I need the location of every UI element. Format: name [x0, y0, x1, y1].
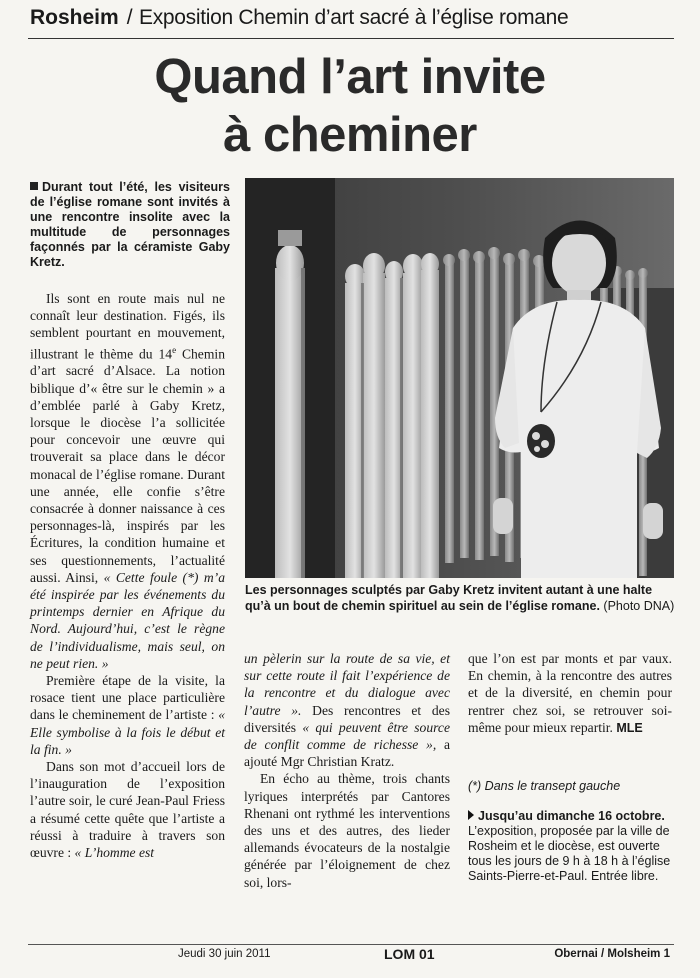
- info-text: L’exposition, proposée par la ville de Rosheim et le diocèse, est ouverte tous les jours de 9 h à 18 h à l’église Saints-Pierre-et-Paul. Entrée libre.: [468, 824, 671, 883]
- paragraph-1: [30, 290, 225, 672]
- ordinal-superscript: e: [172, 344, 177, 355]
- practical-info-box: [468, 809, 672, 884]
- column-2-quote: un pèlerin sur la route de sa vie, et sur cette route il fait l’expérience de la rencontre et du dialogue avec l’autre ».: [244, 651, 450, 718]
- top-rule: [28, 38, 674, 39]
- article-column-1: [30, 290, 225, 861]
- footer-edition: Obernai / Molsheim 1: [554, 948, 670, 960]
- paragraph-2-text: Première étape de la visite, la rosace tient une place particulière dans le cheminement de l’artiste :: [30, 673, 225, 723]
- paragraph-3-text: Dans son mot d’accueil lors de l’inauguration de l’exposition l’autre soir, le curé Jean-Paul Friess a résumé cette quête que l’artiste a réussi à traduire à travers son œuvre :: [30, 759, 225, 861]
- headline: [20, 48, 680, 164]
- footer-date: Jeudi 30 juin 2011: [178, 948, 271, 960]
- triangle-bullet-icon: [468, 810, 474, 820]
- article-column-3: [468, 650, 672, 737]
- paragraph-4: En écho au thème, trois chants lyriques interprétés par Cantores Rhenani ont rythmé les interventions des uns et des autres, des lieder allemands évocateurs de la nostalgie générée par l’éloignement de chez soi, lors-: [244, 771, 450, 890]
- paragraph-4-continued: [468, 650, 672, 737]
- footnote: (*) Dans le transept gauche: [468, 779, 621, 793]
- photo-caption: [245, 582, 675, 614]
- caption-text: Les personnages sculptés par Gaby Kretz invitent autant à une halte qu’à un bout de chemin spirituel au sein de l’église romane.: [245, 583, 653, 613]
- column-2-quote-2: « qui peuvent être source de conflit comme de richesse »,: [244, 719, 450, 753]
- caption-credit: (Photo DNA): [599, 599, 675, 613]
- article-column-2: [244, 650, 450, 891]
- footer-page-code: LOM 01: [384, 946, 435, 962]
- paragraph-1-quote: « Cette foule (*) m’a été inspirée par les événements du printemps dernier en Afrique du Nord. Aujourd’hui, c’est le règne de l’individualisme, mais seul, on ne peut rien. »: [30, 569, 225, 671]
- paragraph-2: [30, 672, 225, 758]
- paragraph-3: [30, 758, 225, 861]
- headline-line-2: à cheminer: [223, 108, 477, 162]
- footer-rule: [28, 944, 674, 945]
- article-lead: [30, 180, 230, 270]
- kicker-separator: /: [126, 6, 133, 29]
- paragraph-1-text-a: Ils sont en route mais nul ne connaît leur destination. Figés, ils semblent pourtant en mouvement, illustrant le thème du 14: [30, 291, 225, 362]
- column-2-text-a: Des rencontres et des diversités: [244, 702, 450, 735]
- section-kicker: [30, 6, 670, 36]
- paragraph-3-continued: [244, 650, 450, 770]
- headline-line-1: Quand l’art invite: [154, 50, 546, 104]
- kicker-location: Rosheim: [30, 6, 119, 29]
- bullet-square-icon: [30, 182, 38, 190]
- article-photo: [245, 178, 674, 578]
- author-signature: MLE: [616, 720, 643, 735]
- column-3-text: que l’on est par monts et par vaux. En chemin, à la rencontre des autres et de la diversité, en chemin pour rentrer chez soi, se retrouver soi-même pour mieux repartir.: [468, 651, 672, 735]
- sculptures-photo-illustration: [245, 178, 674, 578]
- paragraph-1-text-b: Chemin d’art sacré d’Alsace. La notion biblique d’« être sur le chemin » a d’emblée parlé à Gaby Kretz, lorsque le diocèse l’a sollicitée pour concevoir une œuvre qui trouverait sa place dans le décor monacal de l’église romane. Durant une année, elle confie s’être consacrée à donner naissance à ces personnages-là, inspirés par les Écritures, la condition humaine et ses questionnements, l’actualité aussi. Ainsi,: [30, 346, 225, 585]
- paragraph-3-quote: « L’homme est: [74, 845, 155, 861]
- paragraph-2-quote: « Elle symbolise à la fois le début et la fin. »: [30, 707, 225, 757]
- page-footer: [28, 948, 674, 966]
- column-2-text-b: a ajouté Mgr Christian Kratz.: [244, 737, 450, 770]
- lead-text: Durant tout l’été, les visiteurs de l’église romane sont invités à une rencontre insolite avec la multitude de personnages façonnés par la céramiste Gaby Kretz.: [30, 180, 230, 269]
- kicker-topic: Exposition Chemin d’art sacré à l’église romane: [138, 6, 569, 29]
- info-lead: Jusqu’au dimanche 16 octobre.: [478, 809, 665, 823]
